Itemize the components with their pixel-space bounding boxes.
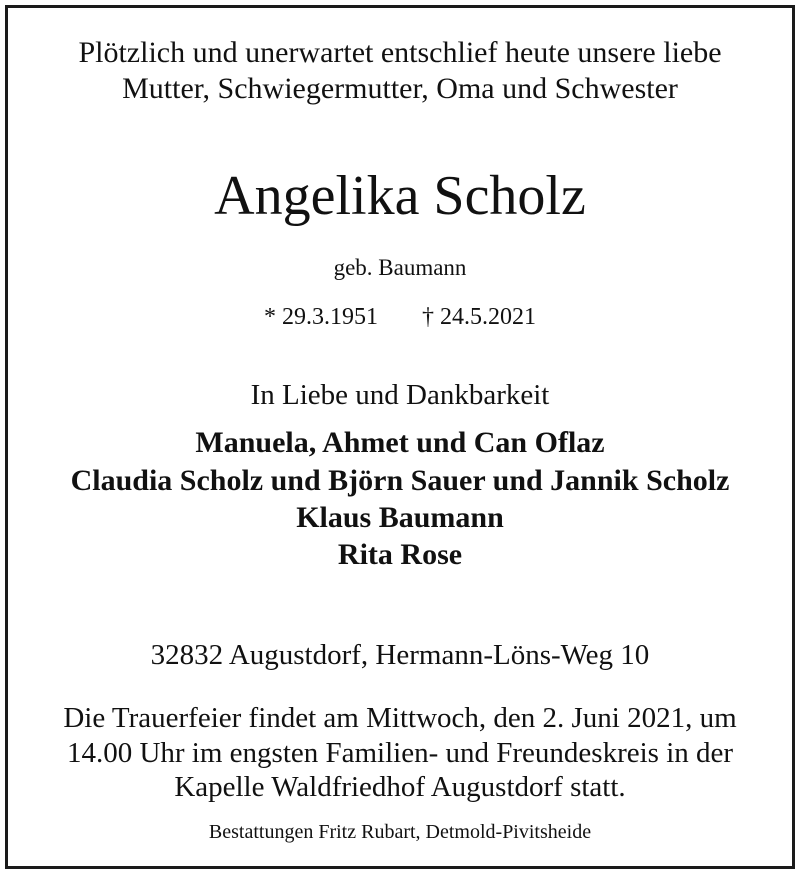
- deceased-name: Angelika Scholz: [214, 165, 586, 227]
- mourner-name: Rita Rose: [337, 538, 463, 571]
- mourners-heading: In Liebe und Dankbarkeit: [250, 379, 550, 411]
- undertaker: Bestattungen Fritz Rubart, Detmold-Pivitsheide: [208, 821, 592, 843]
- family-address: 32832 Augustdorf, Hermann-Löns-Weg 10: [150, 639, 650, 671]
- obituary-notice: [5, 5, 795, 869]
- intro-line-1: Plötzlich und unerwartet entschlief heute unsere liebe: [78, 36, 722, 69]
- mourner-name: Manuela, Ahmet und Can Oflaz: [195, 426, 605, 459]
- funeral-line-1: Die Trauerfeier findet am Mittwoch, den 2. Juni 2021, um: [63, 702, 737, 734]
- funeral-line-2: 14.00 Uhr im engsten Familien- und Freundeskreis in der: [66, 737, 734, 769]
- birth-date: * 29.3.1951: [264, 304, 378, 330]
- birth-name: geb. Baumann: [333, 255, 467, 280]
- life-dates: [8, 305, 792, 329]
- intro-line-2: Mutter, Schwiegermutter, Oma und Schwester: [122, 72, 678, 105]
- death-date: † 24.5.2021: [422, 304, 536, 330]
- mourner-name: Claudia Scholz und Björn Sauer und Jannik Scholz: [70, 464, 730, 497]
- mourner-name: Klaus Baumann: [296, 501, 504, 534]
- funeral-line-3: Kapelle Waldfriedhof Augustdorf statt.: [174, 771, 626, 803]
